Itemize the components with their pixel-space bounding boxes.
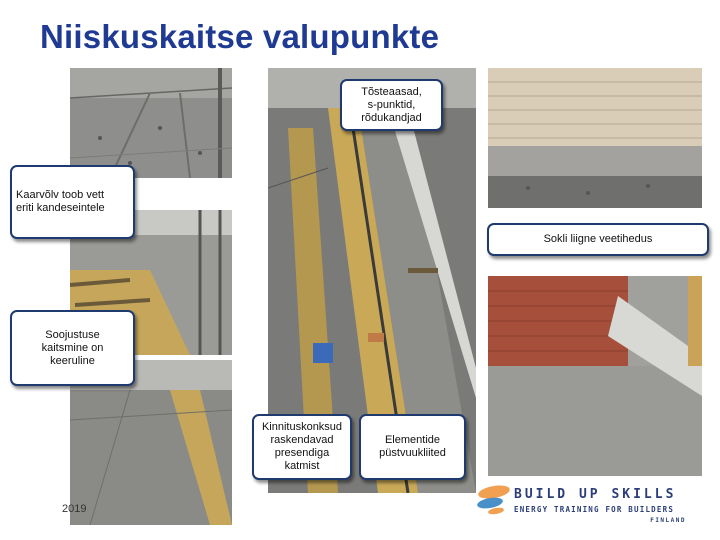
photo-brick-wall bbox=[488, 68, 702, 208]
callout-line: Soojustuse bbox=[45, 328, 100, 341]
callout-line: Elementide bbox=[384, 434, 441, 446]
logo-main-text: BUILD UP SKILLS bbox=[514, 487, 677, 502]
callout-line: Kaarvõlv toob vett bbox=[16, 189, 105, 201]
photo-concrete-slab bbox=[70, 68, 232, 178]
callout-line: s-punktid, bbox=[367, 98, 416, 111]
callout-line: Kinnituskonksud bbox=[261, 421, 343, 433]
callout-line: katmist bbox=[284, 460, 320, 472]
callout-insulation-protection bbox=[10, 310, 135, 386]
photo-stairs-plinth bbox=[488, 276, 702, 476]
callout-line: keeruline bbox=[50, 354, 95, 367]
callout-line: Tõsteaasad, bbox=[361, 85, 422, 98]
slide-year: 2019 bbox=[62, 503, 87, 515]
callout-line: raskendavad bbox=[270, 434, 334, 446]
callout-line: kaitsmine on bbox=[41, 341, 104, 354]
callout-line: püstvuukliited bbox=[379, 447, 446, 459]
callout-plinth-watertightness bbox=[487, 223, 709, 256]
callout-arch-vault bbox=[10, 165, 135, 239]
build-up-skills-logo bbox=[474, 480, 694, 530]
slide-title: Niiskuskaitse valupunkte bbox=[40, 18, 440, 55]
callout-line: presendiga bbox=[274, 447, 330, 459]
callout-lifting-loops bbox=[340, 79, 443, 131]
callout-fastening-hooks bbox=[252, 414, 352, 480]
callout-line: eriti kandeseintele bbox=[16, 202, 105, 214]
logo-mark-icon bbox=[474, 482, 514, 516]
callout-element-joints bbox=[359, 414, 466, 480]
callout-line: Sokli liigne veetihedus bbox=[543, 233, 653, 245]
logo-country-text: FINLAND bbox=[650, 517, 686, 524]
logo-sub-text: ENERGY TRAINING FOR BUILDERS bbox=[514, 505, 675, 514]
callout-line: rõdukandjad bbox=[361, 111, 422, 124]
